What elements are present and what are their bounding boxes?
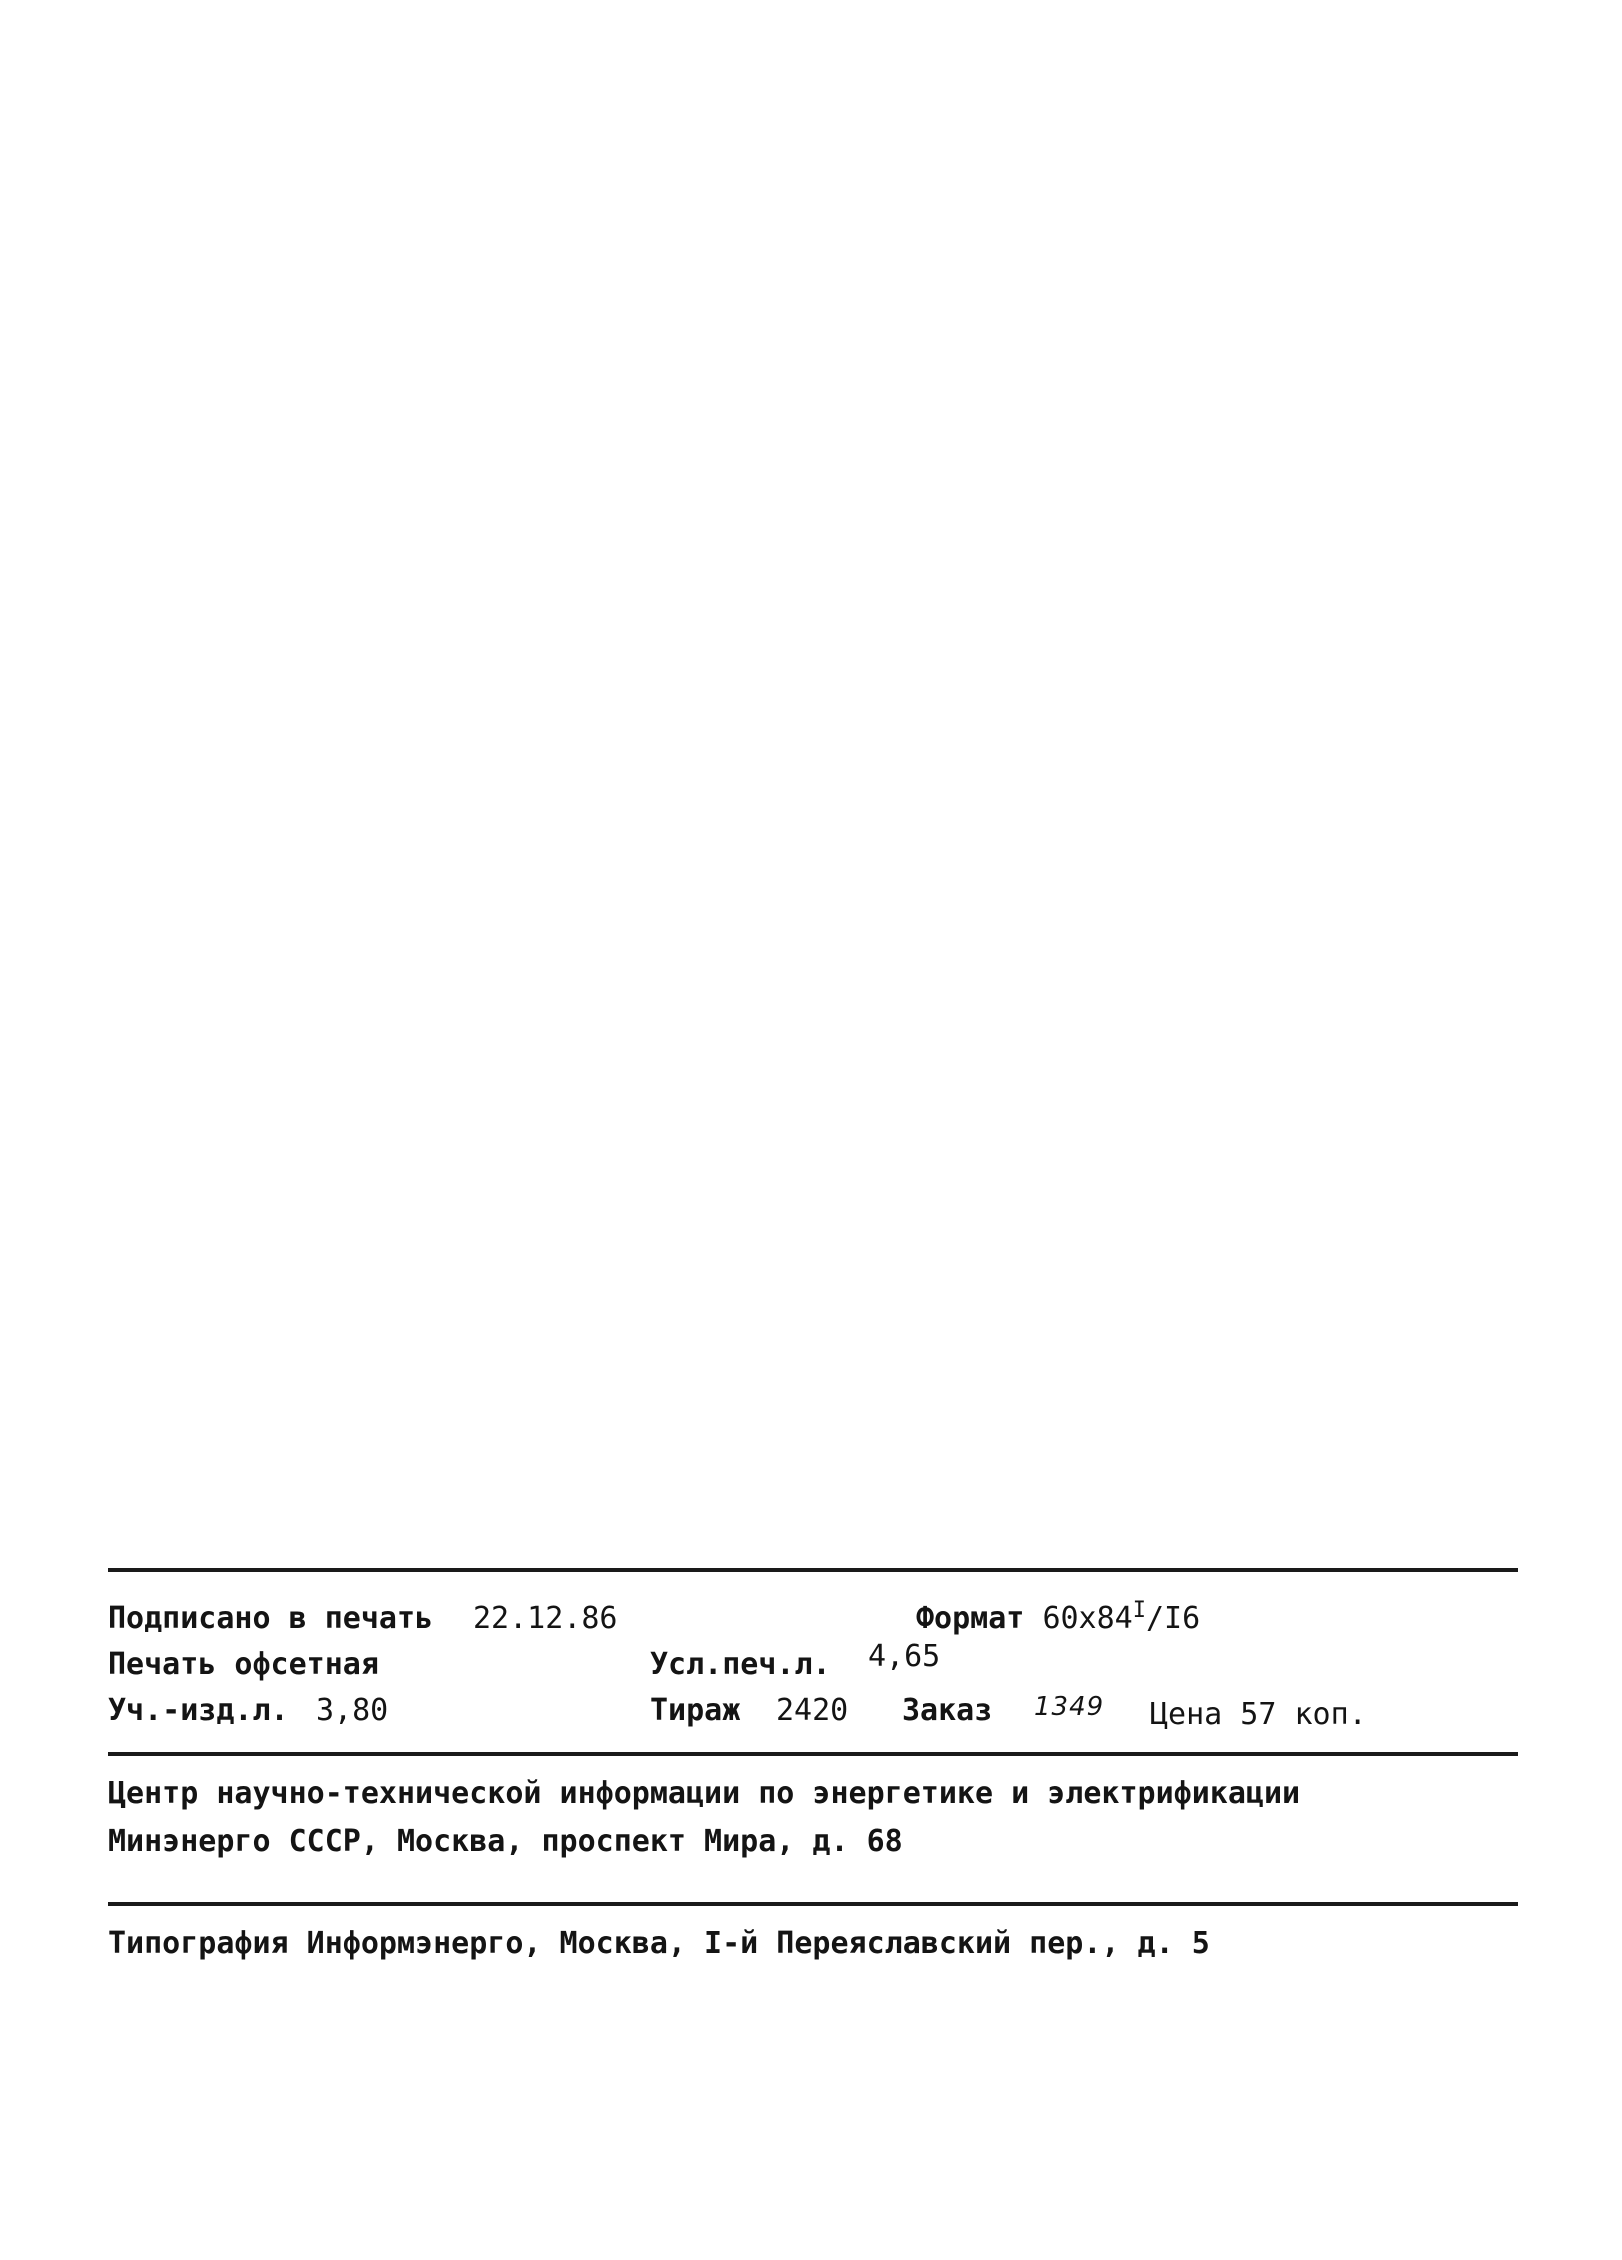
format-label: Формат <box>916 1601 1025 1636</box>
pub-sheets-label: Уч.-изд.л. <box>108 1693 289 1728</box>
run-value: 2420 <box>776 1693 849 1728</box>
signed-label: Подписано в печать <box>108 1601 434 1636</box>
publisher-line-2: Минэнерго СССР, Москва, проспект Мира, д. 68 <box>108 1824 903 1859</box>
signed-date: 22.12.86 <box>473 1601 618 1636</box>
format <box>916 1596 1200 1642</box>
imprint-block <box>108 1568 1518 1968</box>
format-tail: /I6 <box>1146 1601 1201 1636</box>
run-label: Тираж <box>650 1693 741 1728</box>
publisher-line-1: Центр научно-технической информации по энергетике и электрификации <box>108 1776 1301 1811</box>
imprint-row-2 <box>108 1639 1518 1688</box>
order-value: 1349 <box>1034 1692 1105 1722</box>
imprint-row-3 <box>108 1688 1518 1734</box>
print-sheets-value: 4,65 <box>868 1639 941 1674</box>
price: Цена 57 коп. <box>1150 1697 1367 1732</box>
print-type: Печать офсетная <box>108 1647 379 1682</box>
imprint-row-1 <box>108 1596 1518 1642</box>
format-value: 60х84 <box>1042 1601 1133 1636</box>
printer-line: Типография Информэнерго, Москва, I-й Переяславский пер., д. 5 <box>108 1926 1210 1961</box>
format-sup: I <box>1132 1598 1146 1623</box>
pub-sheets-value: 3,80 <box>316 1693 389 1728</box>
order-label: Заказ <box>902 1693 993 1728</box>
publisher-block <box>108 1770 1518 1866</box>
print-sheets-label: Усл.печ.л. <box>650 1647 831 1682</box>
